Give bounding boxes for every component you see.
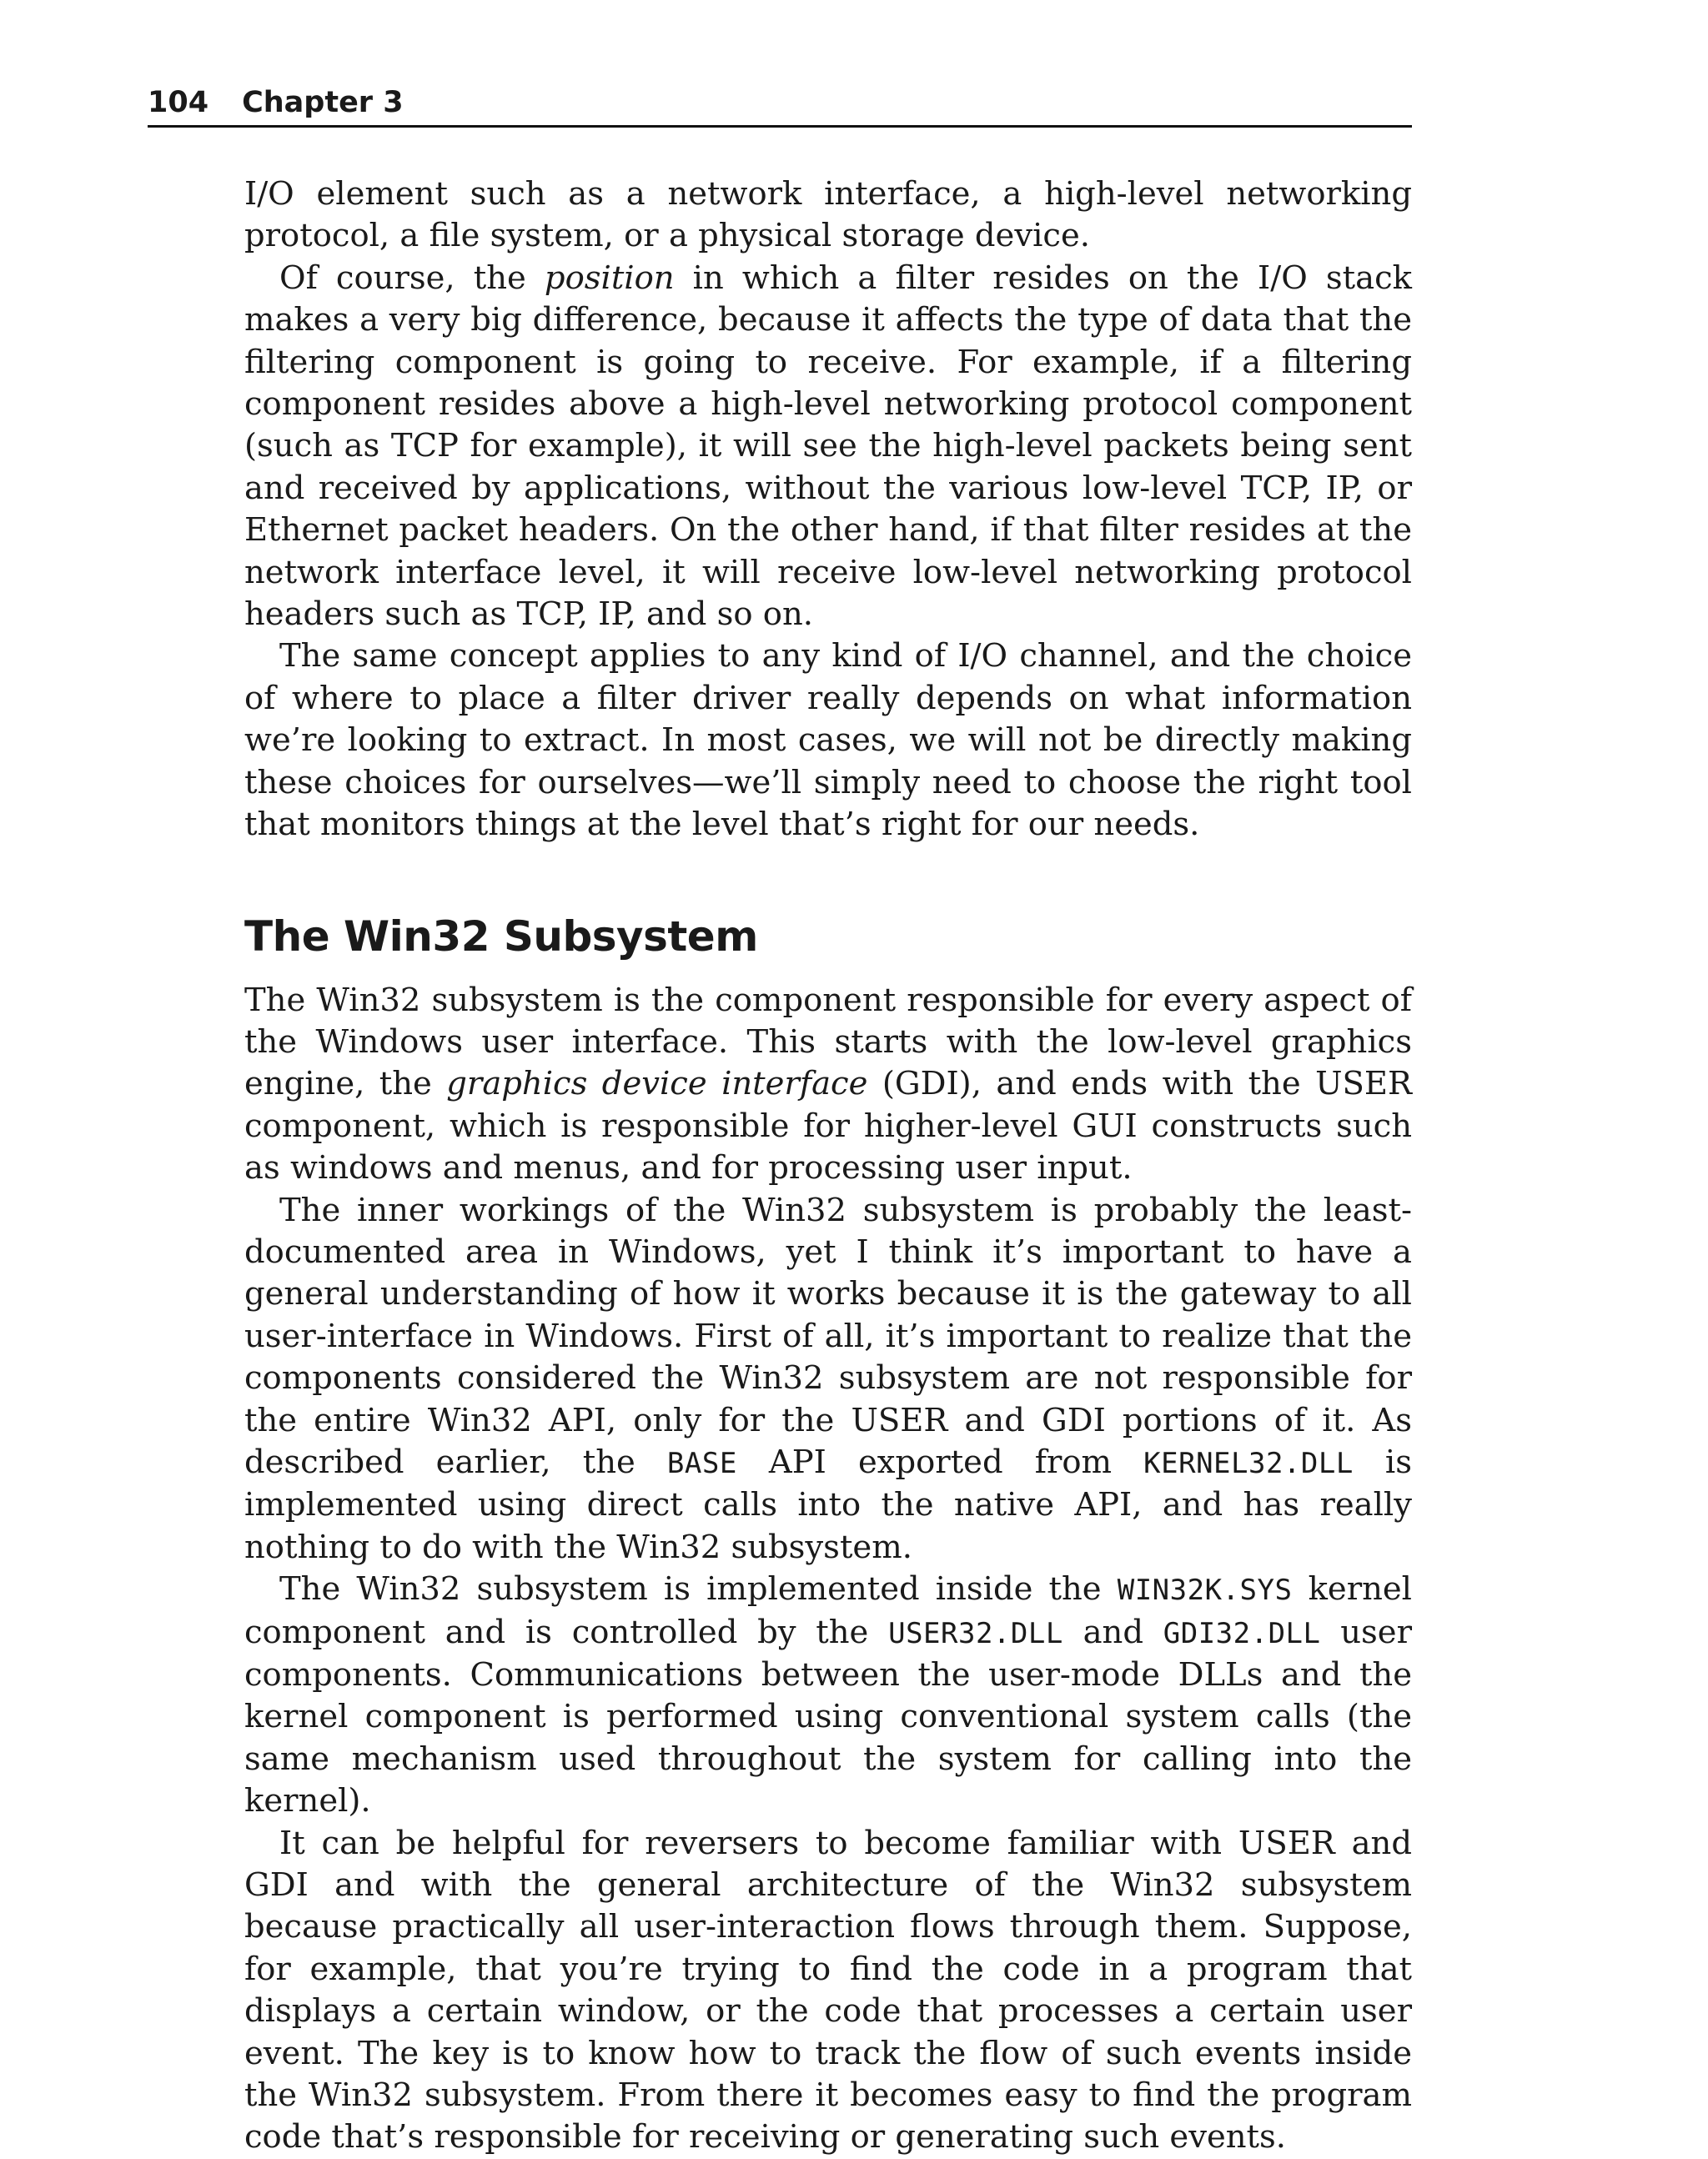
- code-term: KERNEL32.DLL: [1143, 1446, 1354, 1480]
- paragraph: [244, 173, 1412, 258]
- body-text: [244, 173, 1412, 2159]
- text-run: (GDI), and ends with the USER component, which is responsible for higher-level GUI constructs such as windows and menus, and for processing user input.: [244, 1065, 1412, 1187]
- text-run: user components. Communications between the user-mode DLLs and the kernel component is performed using conventional system calls (the same mechanism used throughout the system for calling into the kernel).: [244, 1613, 1412, 1820]
- emphasis: graphics device interface: [446, 1065, 868, 1103]
- paragraph: [244, 1569, 1412, 1822]
- page-number: 104: [148, 86, 209, 119]
- code-term: GDI32.DLL: [1163, 1616, 1321, 1650]
- text-run: kernel component and is controlled by the: [244, 1570, 1412, 1651]
- text-run: API exported from: [736, 1443, 1144, 1481]
- paragraph: [244, 258, 1412, 636]
- text-run: Of course, the: [279, 259, 545, 297]
- text-run: is implemented using direct calls into the native API, and has really nothing to do with the Win32 subsystem.: [244, 1443, 1413, 1566]
- paragraph: [244, 1190, 1412, 1569]
- text-run: It can be helpful for reversers to become familiar with USER and GDI and with the general architecture of the Win32 subsystem because practically all user-interaction flows through them. Suppose, for example, that you’re trying to find the code in a program that displays a certain window, or the code that processes a certain user event. The key is to know how to track the flow of such events inside the Win32 subsystem. From there it becomes easy to find the program code that’s responsible for receiving or generating such events.: [244, 1824, 1412, 2156]
- code-term: USER32.DLL: [888, 1616, 1063, 1650]
- text-run: and: [1062, 1613, 1163, 1651]
- text-run: The same concept applies to any kind of I/O channel, and the choice of where to place a filter driver really depends on what information we’re looking to extract. In most cases, we will not be directly making these choices for ourselves—we’ll simply need to choose the right tool that monitors things at the level that’s right for our needs.: [244, 637, 1412, 844]
- paragraph: [244, 635, 1412, 846]
- paragraph: [244, 980, 1412, 1190]
- chapter-label: Chapter 3: [242, 86, 404, 119]
- text-run: The Win32 subsystem is implemented inside the: [279, 1570, 1118, 1609]
- emphasis: position: [544, 259, 675, 297]
- code-term: BASE: [666, 1446, 737, 1480]
- text-run: in which a filter resides on the I/O stack makes a very big difference, because it affects the type of data that the filtering component is going to receive. For example, if a filtering component resides above a high-level networking protocol component (such as TCP for example), it will see the high-level packets being sent and received by applications, without the various low-level TCP, IP, or Ethernet packet headers. On the other hand, if that filter resides at the network interface level, it will receive low-level networking protocol headers such as TCP, IP, and so on.: [244, 259, 1412, 634]
- text-run: I/O element such as a network interface, a high-level networking protocol, a file system, or a physical storage device.: [244, 175, 1412, 255]
- text-run: The Win32 subsystem is the component responsible for every aspect of the Windows user interface. This starts with the low-level graphics engine, the: [244, 981, 1412, 1103]
- paragraph: [244, 1823, 1412, 2159]
- section-heading: The Win32 Subsystem: [244, 911, 758, 961]
- code-term: WIN32K.SYS: [1117, 1574, 1293, 1608]
- running-header: [148, 82, 1412, 128]
- text-run: The inner workings of the Win32 subsystem is probably the least-documented area in Windows, yet I think it’s important to have a general understanding of how it works because it is the gateway to all user-interface in Windows. First of all, it’s important to realize that the components considered the Win32 subsystem are not responsible for the entire Win32 API, only for the USER and GDI portions of it. As described earlier, the: [244, 1191, 1412, 1481]
